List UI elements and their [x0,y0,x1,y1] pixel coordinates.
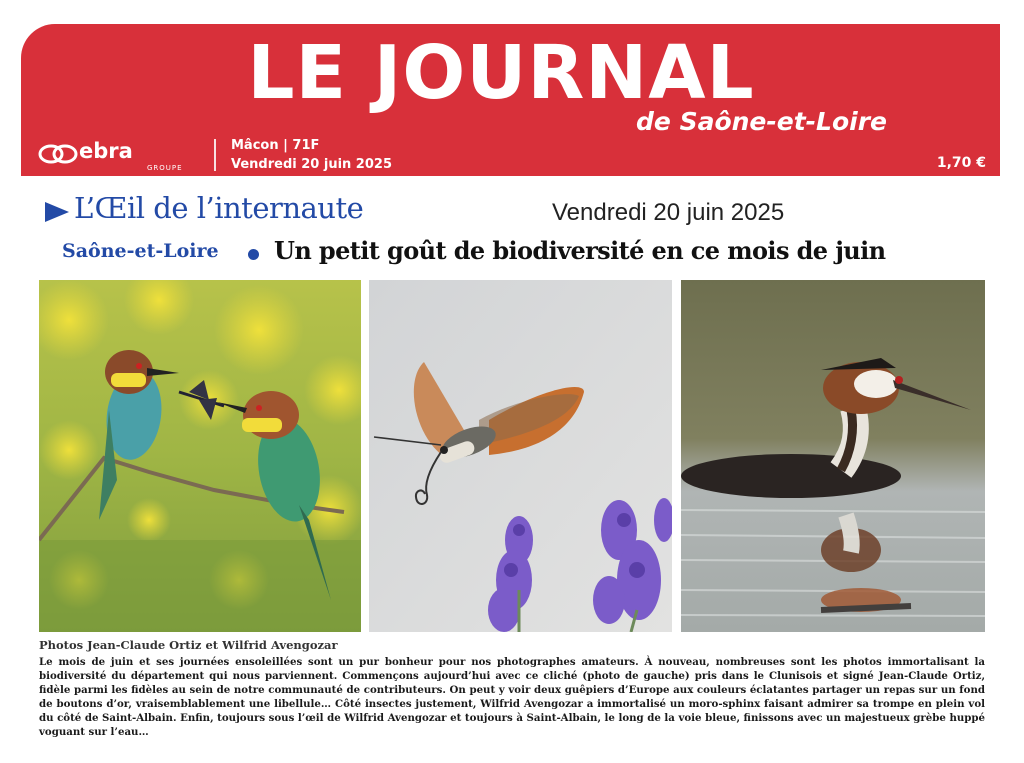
group-name: ebra [79,139,133,163]
edition-location: Mâcon | 71F [231,138,320,153]
publication-date: Vendredi 20 juin 2025 [552,199,785,226]
kicker-region: Saône-et-Loire [62,240,219,262]
kicker-dot-icon [248,249,259,260]
price: 1,70 € [936,155,986,171]
masthead [21,24,1000,176]
section-arrow-icon [45,202,69,222]
photo-grebe [681,280,985,632]
newspaper-title: LE JOURNAL [247,30,755,116]
hawk-moth-photo-icon [369,280,672,632]
masthead-divider [214,139,216,171]
edition-info [231,136,392,174]
photo-bee-eaters [39,280,361,632]
photo-hawk-moth [369,280,672,632]
bee-eaters-photo-icon [39,280,361,632]
article-body: Le mois de juin et ses journées ensoleillées sont un pur bonheur pour nos photographes amateurs. À nouveau, nombreuses sont les photos immortalisant la biodiversité du département qui nous parviennent. Commençons aujourd’hui avec ce cliché (photo de gauche) pris dans le Clunisois et signé Jean-Claude Ortiz, fidèle parmi les fidèles au sein de notre communauté de contributeurs. On peut y voir deux guêpiers d’Europe aux couleurs éclatantes partager un repas sur un fond de boutons d’or, vraisemblablement une libellule… Côté insectes justement, Wilfrid Avengozar a immortalisé un moro-sphinx faisant admirer sa trompe en plein vol du côté de Saint-Albain. Enfin, toujours sous l’œil de Wilfrid Avengozar et toujours à Saint-Albain, le long de la voie bleue, finissons avec un majestueux grèbe huppé voguant sur l’eau… [39,656,985,738]
photo-credit: Photos Jean-Claude Ortiz et Wilfrid Avengozar [39,638,338,652]
ebra-logo-icon [37,141,79,167]
newspaper-subtitle: de Saône-et-Loire [636,107,887,136]
group-label: GROUPE [147,164,183,172]
grebe-photo-icon [681,280,985,632]
section-title: L’Œil de l’internaute [74,191,364,225]
ebra-logo [37,139,202,171]
article-headline: Un petit goût de biodiversité en ce mois de juin [274,236,886,265]
edition-date: Vendredi 20 juin 2025 [231,157,392,172]
